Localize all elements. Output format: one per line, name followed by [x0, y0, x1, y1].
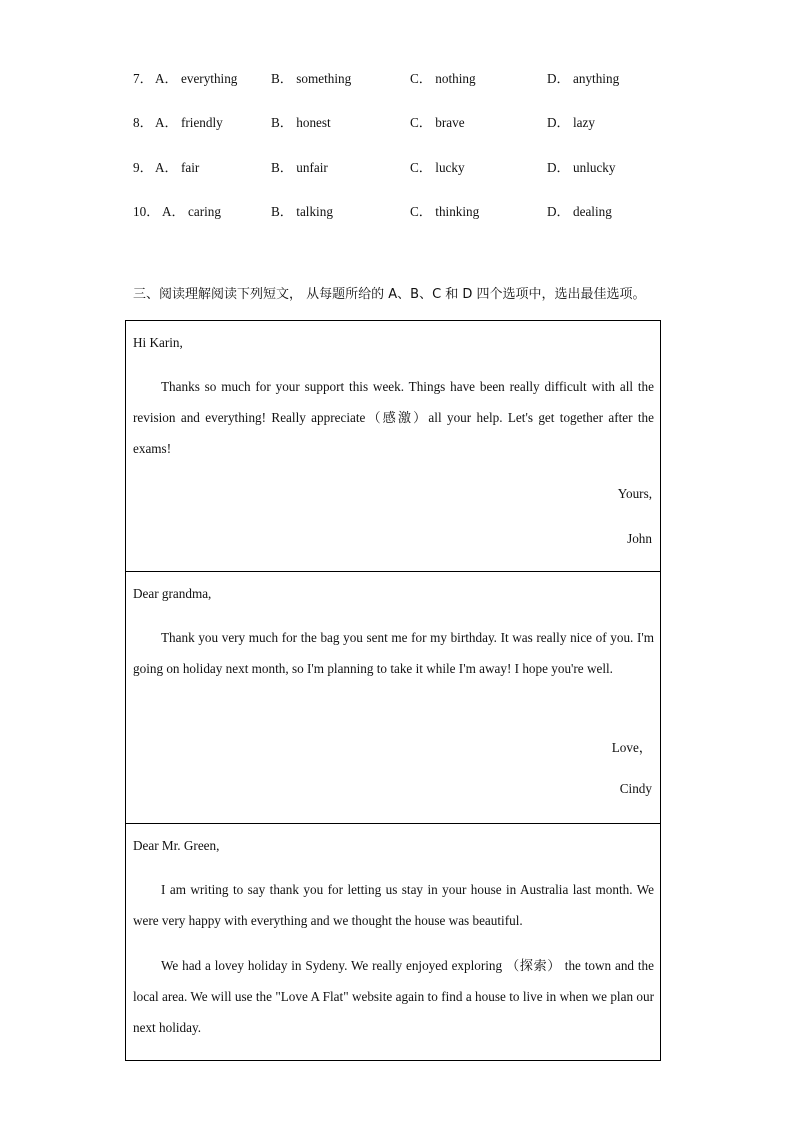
- letter-signer: John: [627, 531, 652, 546]
- letter-paragraph: We had a lovey holiday in Sydeny. We really enjoyed exploring （探索） the town and the local area. We will use the "Love A Flat" website again to find a house to live in when we plan our next holiday.: [133, 958, 654, 1035]
- option-d: D． anything: [547, 71, 620, 86]
- letters-table: [125, 320, 661, 1061]
- letter-closing: Yours,: [617, 486, 652, 501]
- letter-paragraph: I am writing to say thank you for letting us stay in your house in Australia last month. We were very happy with everything and we thought the house was beautiful.: [133, 882, 654, 928]
- question-number: 9．: [133, 160, 153, 175]
- letter-grandma: [126, 572, 660, 824]
- option-c: C． nothing: [410, 71, 476, 86]
- letter-paragraph: Thank you very much for the bag you sent me for my birthday. It was really nice of you. I'm going on holiday next month, so I'm planning to take it while I'm away! I hope you're well.: [133, 630, 654, 676]
- letter-greeting: Hi Karin,: [133, 335, 183, 350]
- letter-mr-green: [126, 824, 660, 1060]
- letter-closing: Love，: [611, 740, 652, 755]
- question-number: 10．: [133, 204, 160, 219]
- question-number: 7．: [133, 71, 153, 86]
- letter-paragraph: Thanks so much for your support this week. Things have been really difficult with all the revision and everything! Really appreciate（感激）all your help. Let's get together after the exams!: [133, 379, 654, 456]
- option-a: A． friendly: [155, 115, 223, 130]
- option-a: A． everything: [155, 71, 238, 86]
- option-c: C． lucky: [410, 160, 465, 175]
- letter-karin: [126, 321, 660, 572]
- question-row: [0, 157, 794, 177]
- option-d: D． lazy: [547, 115, 595, 130]
- option-b: B． honest: [271, 115, 331, 130]
- option-d: D． unlucky: [547, 160, 616, 175]
- option-a: A． caring: [162, 204, 221, 219]
- question-row: [0, 201, 794, 221]
- letter-greeting: Dear Mr. Green,: [133, 838, 220, 853]
- question-number: 8．: [133, 115, 153, 130]
- option-d: D． dealing: [547, 204, 612, 219]
- option-b: B． something: [271, 71, 352, 86]
- option-c: C． thinking: [410, 204, 480, 219]
- question-row: [0, 68, 794, 88]
- section-heading: 三、阅读理解阅读下列短文， 从每题所给的 A、B、C 和 D 四个选项中，选出最佳选项。: [133, 287, 646, 302]
- option-c: C． brave: [410, 115, 465, 130]
- option-b: B． unfair: [271, 160, 328, 175]
- letter-signer: Cindy: [619, 781, 652, 796]
- option-a: A． fair: [155, 160, 200, 175]
- question-row: [0, 112, 794, 132]
- option-b: B． talking: [271, 204, 333, 219]
- letter-greeting: Dear grandma,: [133, 586, 212, 601]
